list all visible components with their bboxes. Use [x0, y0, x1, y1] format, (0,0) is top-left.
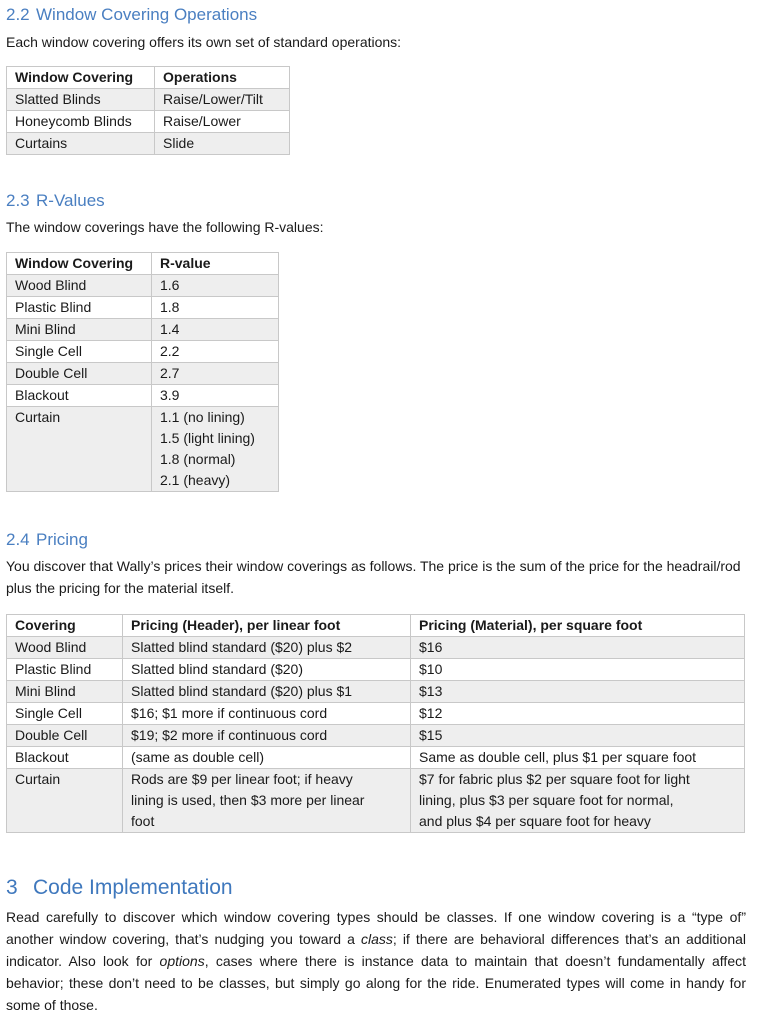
table-row [7, 319, 279, 341]
section-title: Pricing [36, 530, 88, 549]
cell-covering: Single Cell [7, 703, 123, 725]
operations-table [6, 66, 290, 155]
cell-header-price: $19; $2 more if continuous cord [123, 725, 411, 747]
column-header: Window Covering [7, 253, 152, 275]
section-title: R-Values [36, 191, 105, 210]
column-header: Pricing (Material), per square foot [411, 615, 745, 637]
table-row [7, 769, 745, 833]
pricing-table [6, 614, 745, 833]
cell-covering: Plastic Blind [7, 297, 152, 319]
emphasis-class: class [360, 931, 393, 947]
cell-header-price: Slatted blind standard ($20) [123, 659, 411, 681]
cell-material-price: $16 [411, 637, 745, 659]
cell-covering: Double Cell [7, 363, 152, 385]
cell-material-price: $10 [411, 659, 745, 681]
table-row [7, 407, 279, 492]
table-header-row [7, 615, 745, 637]
cell-covering: Wood Blind [7, 275, 152, 297]
table-header-row [7, 67, 290, 89]
cell-covering: Slatted Blinds [7, 89, 155, 111]
table-row [7, 133, 290, 155]
material-price-line: lining, plus $3 per square foot for normal, [419, 792, 674, 808]
cell-covering: Wood Blind [7, 637, 123, 659]
cell-header-price: Slatted blind standard ($20) plus $2 [123, 637, 411, 659]
section-number: 3 [6, 876, 18, 899]
table-row [7, 725, 745, 747]
header-price-line: foot [131, 813, 155, 829]
material-price-line: and plus $4 per square foot for heavy [419, 813, 651, 829]
paragraph-rvalues-intro: The window coverings have the following R-values: [6, 219, 324, 235]
cell-rvalue: 2.2 [152, 341, 279, 363]
table-row [7, 275, 279, 297]
table-row [7, 341, 279, 363]
cell-covering: Blackout [7, 385, 152, 407]
section-number: 2.4 [6, 530, 30, 549]
body-text: Read carefully to discover which window covering types should be classes. If one window covering is a “type of” another window covering, that’s nudging you toward a [6, 909, 746, 947]
section-title: Code Implementation [33, 876, 233, 899]
cell-rvalue: 3.9 [152, 385, 279, 407]
cell-covering: Mini Blind [7, 681, 123, 703]
heading-r-values [6, 191, 105, 211]
table-row [7, 703, 745, 725]
cell-rvalue: 2.7 [152, 363, 279, 385]
cell-covering: Curtain [7, 407, 152, 492]
cell-header-price: $16; $1 more if continuous cord [123, 703, 411, 725]
cell-material-price: $12 [411, 703, 745, 725]
column-header: Covering [7, 615, 123, 637]
paragraph-code-implementation [6, 906, 746, 1016]
table-row [7, 659, 745, 681]
cell-covering: Single Cell [7, 341, 152, 363]
emphasis-options: options [159, 953, 205, 969]
cell-material-price: $15 [411, 725, 745, 747]
heading-pricing [6, 530, 88, 550]
cell-covering: Curtains [7, 133, 155, 155]
heading-window-covering-operations [6, 5, 257, 25]
table-row [7, 681, 745, 703]
cell-header-price: (same as double cell) [123, 747, 411, 769]
column-header: Window Covering [7, 67, 155, 89]
cell-covering: Curtain [7, 769, 123, 833]
material-price-line: $7 for fabric plus $2 per square foot for light [419, 771, 690, 787]
table-row [7, 89, 290, 111]
table-row [7, 363, 279, 385]
section-number: 2.3 [6, 191, 30, 210]
cell-covering: Honeycomb Blinds [7, 111, 155, 133]
body-text: ; if there are behavioral differences that’s an additional indicator. Also look for [6, 931, 746, 969]
cell-rvalue-multiline [152, 407, 279, 492]
section-title: Window Covering Operations [36, 5, 258, 24]
cell-rvalue: 1.4 [152, 319, 279, 341]
cell-operations: Raise/Lower [155, 111, 290, 133]
cell-material-price-multiline [411, 769, 745, 833]
section-number: 2.2 [6, 5, 30, 24]
rvalue-line: 1.5 (light lining) [160, 430, 255, 446]
column-header: Operations [155, 67, 290, 89]
rvalue-line: 1.8 (normal) [160, 451, 236, 467]
rvalue-table [6, 252, 279, 492]
header-price-line: lining is used, then $3 more per linear [131, 792, 365, 808]
table-row [7, 637, 745, 659]
cell-rvalue: 1.6 [152, 275, 279, 297]
cell-header-price: Slatted blind standard ($20) plus $1 [123, 681, 411, 703]
table-row [7, 111, 290, 133]
column-header: Pricing (Header), per linear foot [123, 615, 411, 637]
cell-rvalue: 1.8 [152, 297, 279, 319]
paragraph-operations-intro: Each window covering offers its own set of standard operations: [6, 34, 402, 50]
rvalue-line: 1.1 (no lining) [160, 409, 245, 425]
paragraph-pricing-intro: You discover that Wally’s prices their window coverings as follows. The price is the sum of the price for the headrail/rod plus the pricing for the material itself. [6, 558, 741, 596]
cell-material-price: $13 [411, 681, 745, 703]
cell-header-price-multiline [123, 769, 411, 833]
body-text: , cases where there is instance data to maintain that doesn’t fundamentally affect behavior; these don’t need to be classes, but simply go along for the ride. Enumerated types will come in handy for some of those. [6, 953, 746, 1013]
column-header: R-value [152, 253, 279, 275]
table-row [7, 385, 279, 407]
cell-covering: Double Cell [7, 725, 123, 747]
cell-material-price: Same as double cell, plus $1 per square foot [411, 747, 745, 769]
cell-operations: Raise/Lower/Tilt [155, 89, 290, 111]
cell-covering: Blackout [7, 747, 123, 769]
heading-code-implementation [6, 876, 233, 900]
table-header-row [7, 253, 279, 275]
header-price-line: Rods are $9 per linear foot; if heavy [131, 771, 353, 787]
cell-operations: Slide [155, 133, 290, 155]
cell-covering: Mini Blind [7, 319, 152, 341]
table-row [7, 747, 745, 769]
table-row [7, 297, 279, 319]
cell-covering: Plastic Blind [7, 659, 123, 681]
rvalue-line: 2.1 (heavy) [160, 472, 231, 488]
